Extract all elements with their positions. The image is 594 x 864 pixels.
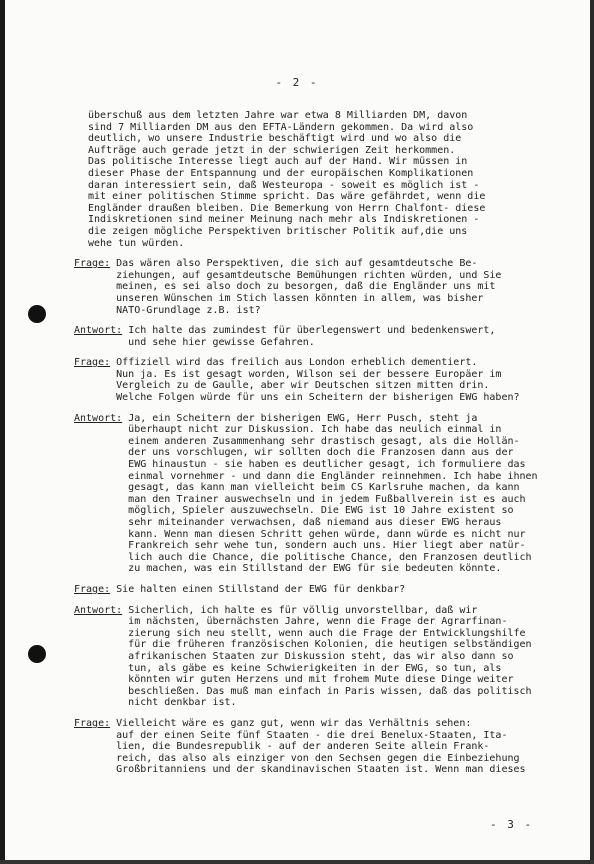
line-text: auf der einen Seite fünf Staaten - die drei Benelux-Staaten, Ita-: [116, 729, 508, 741]
exchange-line: [74, 651, 572, 663]
intro-line: dieser Phase der Entspannung und der europäischen Komplikationen: [88, 167, 474, 179]
exchange-line: [74, 730, 572, 742]
intro-line: mit einer politischen Stimme spricht. Das wäre gefährdet, wenn die: [88, 191, 486, 203]
punch-hole-upper: [28, 305, 46, 323]
exchange-line: [74, 663, 572, 675]
exchange-line: [74, 529, 572, 541]
line-text: Welche Folgen würde für uns ein Scheitern der bisherigen EWG haben?: [116, 392, 520, 404]
exchange-block: [74, 357, 572, 403]
exchange-line: [74, 369, 572, 381]
exchange-block: [74, 325, 572, 348]
line-text: Das wären also Perspektiven, die sich auf gesamtdeutsche Be-: [116, 258, 478, 270]
line-text: kann. Wenn man diesen Schritt gehen würde, dann würde es nicht nur: [128, 528, 526, 540]
line-text: Großbritanniens und der skandinavischen Staaten ist. Wenn man dieses: [116, 764, 526, 776]
speaker-label: Antwort:: [74, 604, 123, 616]
line-text: sehr miteinander verwachsen, daß niemand aus dieser EWG heraus: [128, 517, 502, 528]
exchange-line: [74, 392, 572, 404]
line-text: lich auch die Chance, die politische Chance, den Franzosen deutlich: [128, 551, 532, 563]
exchange-line: [74, 686, 572, 698]
exchange-line: [74, 753, 572, 765]
line-text: tun, als gäbe es keine Schwierigkeiten in der EWG, so tun, als: [128, 662, 502, 674]
exchange-line: [74, 436, 572, 448]
intro-line: Das politische Interesse liegt auch auf der Hand. Wir müssen in: [88, 156, 468, 168]
exchange-line: [74, 741, 572, 753]
scan-edge-right: [590, 0, 594, 864]
scan-edge-left: [0, 0, 5, 864]
exchange-line: [74, 718, 572, 730]
line-text: lien, die Bundesrepublik - auf der anderen Seite allein Frank-: [116, 741, 490, 753]
exchange-line: [74, 616, 572, 628]
exchange-line: [74, 605, 572, 617]
exchange-line: [74, 325, 572, 337]
line-text: beschließen. Das muß man einfach in Paris wissen, daß das politisch: [128, 685, 532, 697]
intro-paragraph: [88, 110, 572, 249]
exchange-line: [74, 459, 572, 471]
intro-line: Aufträge auch gerade jetzt in der schwierigen Zeit herkommen.: [88, 144, 456, 156]
exchange-line: [74, 517, 572, 529]
exchange-line: [74, 505, 572, 517]
speaker-label: Frage:: [74, 357, 111, 369]
intro-line: die zeigen mögliche Perspektiven britischer Politik auf,die uns: [88, 225, 468, 237]
intro-line: Engländer draußen bleiben. Die Bemerkung von Herrn Chalfont- diese: [88, 202, 486, 214]
line-text: afrikanischen Staaten zur Diskussion steht, das wir also dann so: [128, 650, 514, 662]
page-footer-number: - 3 -: [490, 818, 534, 831]
exchange-block: [74, 718, 572, 776]
exchange-line: [74, 337, 572, 349]
line-text: NATO-Grundlage z.B. ist?: [116, 304, 261, 316]
line-text: könnten wir guten Herzens und mit frohem Mute diese Dinge weiter: [128, 674, 514, 686]
line-text: Ja, ein Scheitern der bisherigen EWG, Herr Pusch, steht ja: [128, 412, 478, 424]
line-text: einem anderen Zusammenhang sehr drastisch gesagt, als die Hollän-: [128, 435, 520, 447]
exchange-line: [74, 380, 572, 392]
line-text: nicht denkbar ist.: [128, 697, 237, 709]
exchange-line: [74, 471, 572, 483]
speaker-label: Frage:: [74, 258, 111, 270]
speaker-label: Antwort:: [74, 325, 123, 337]
line-text: zu machen, was ein Stillstand der EWG für sie bedeuten könnte.: [128, 563, 502, 575]
line-text: unseren Wünschen im Stich lassen könnten in allem, was bisher: [116, 292, 484, 304]
line-text: meinen, es sei also doch zu besorgen, daß die Engländer uns mit: [116, 281, 496, 293]
exchange-line: [74, 697, 572, 709]
intro-line: sind 7 Milliarden DM aus den EFTA-Ländern gekommen. Da wird also: [88, 121, 474, 133]
punch-hole-lower: [28, 645, 46, 663]
line-text: und sehe hier gewisse Gefahren.: [128, 336, 315, 348]
intro-line: daran interessiert sein, daß Westeuropa - soweit es möglich ist -: [88, 179, 480, 191]
exchange-block: [74, 584, 572, 596]
exchange-line: [74, 628, 572, 640]
exchange-list: [74, 258, 572, 776]
line-text: ziehungen, auf gesamtdeutsche Bemühungen richten würden, und Sie: [116, 269, 502, 281]
line-text: überhaupt nicht zur Diskussion. Ich habe das neulich einmal in: [128, 424, 502, 436]
line-text: Nun ja. Es ist gesagt worden, Wilson sei der bessere Europäer im: [116, 368, 502, 380]
exchange-line: [74, 293, 572, 305]
transcript-body: [74, 110, 572, 785]
exchange-line: [74, 540, 572, 552]
exchange-line: [74, 674, 572, 686]
line-text: EWG hinaustun - sie haben es deutlicher gesagt, ich formuliere das: [128, 459, 526, 471]
exchange-line: [74, 482, 572, 494]
line-text: im nächsten, übernächsten Jahre, wenn die Frage der Agrarfinan-: [128, 616, 508, 628]
line-text: man den Trainer auswechseln und in jedem Fußballverein ist es auch: [128, 493, 526, 505]
line-text: für die früheren französischen Kolonien, die heutigen selbständigen: [128, 639, 532, 651]
line-text: gesagt, das kann man vielleicht beim CS Karlsruhe machen, da kann: [128, 482, 520, 494]
exchange-line: [74, 584, 572, 596]
intro-line: Indiskretionen sind meiner Meinung nach mehr als Indiskretionen -: [88, 214, 480, 226]
line-text: Offiziell wird das freilich aus London erheblich dementiert.: [116, 357, 478, 369]
exchange-line: [74, 494, 572, 506]
line-text: Sie halten einen Stillstand der EWG für denkbar?: [116, 583, 406, 595]
exchange-line: [74, 563, 572, 575]
intro-line: deutlich, wo unsere Industrie beschäftigt wird und wo also die: [88, 133, 462, 145]
exchange-block: [74, 258, 572, 316]
line-text: Sicherlich, ich halte es für völlig unvorstellbar, daß wir: [128, 604, 478, 616]
exchange-line: [74, 281, 572, 293]
line-text: Ich halte das zumindest für überlegenswert und bedenkenswert,: [128, 325, 496, 337]
line-text: Vergleich zu de Gaulle, aber wir Deutschen sitzen mitten drin.: [116, 380, 490, 392]
line-text: möglich, Spieler auszuwechseln. Die EWG ist 10 Jahre existent so: [128, 505, 514, 517]
exchange-line: [74, 764, 572, 776]
page-header-number: - 2 -: [275, 76, 319, 89]
intro-line: überschuß aus dem letzten Jahre war etwa 8 Milliarden DM, davon: [88, 110, 468, 121]
line-text: Vielleicht wäre es ganz gut, wenn wir das Verhältnis sehen:: [116, 717, 472, 729]
exchange-line: [74, 258, 572, 270]
exchange-line: [74, 639, 572, 651]
exchange-line: [74, 424, 572, 436]
exchange-line: [74, 270, 572, 282]
speaker-label: Frage:: [74, 583, 111, 595]
exchange-line: [74, 413, 572, 425]
line-text: einmal vornehmer - und dann die Engländer reinnehmen. Ich habe ihnen: [128, 470, 538, 482]
line-text: der uns vorschlugen, wir sollten doch die Franzosen dann aus der: [128, 447, 514, 459]
line-text: Frankreich sehr wehe tun, sondern auch uns. Hier liegt aber natür-: [128, 540, 526, 552]
exchange-block: [74, 413, 572, 575]
exchange-line: [74, 305, 572, 317]
speaker-label: Antwort:: [74, 412, 123, 424]
intro-line: wehe tun würden.: [88, 237, 185, 249]
exchange-line: [74, 357, 572, 369]
exchange-line: [74, 447, 572, 459]
scan-edge-bottom: [0, 860, 594, 864]
exchange-line: [74, 552, 572, 564]
exchange-block: [74, 605, 572, 709]
speaker-label: Frage:: [74, 717, 111, 729]
line-text: reich, das also als einziger von den Sechsen gegen die Einbeziehung: [116, 752, 520, 764]
line-text: zierung sich neu stellt, wenn auch die Frage der Entwicklungshilfe: [128, 627, 526, 639]
